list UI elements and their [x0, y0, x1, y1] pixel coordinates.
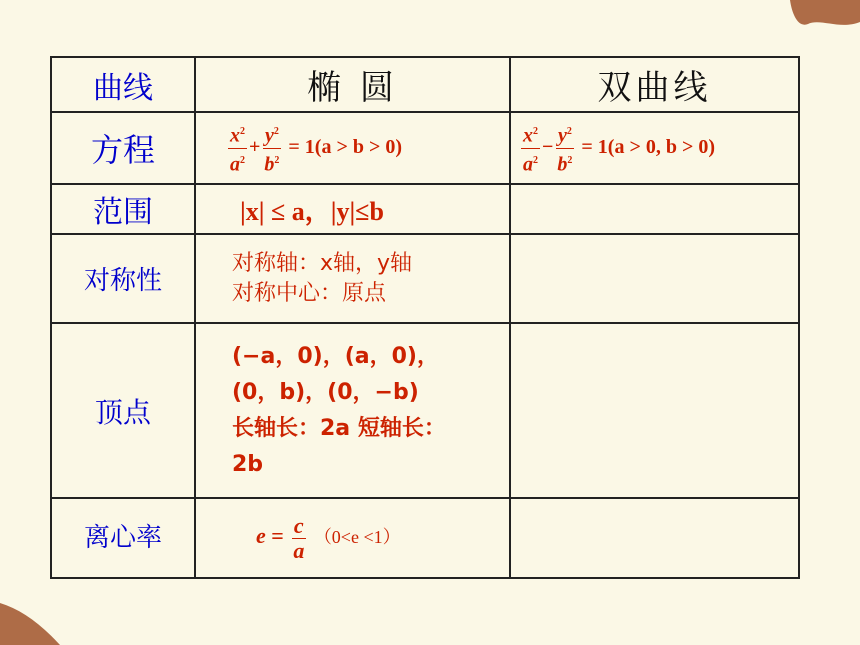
row-label-vertex: 顶点	[51, 323, 195, 498]
hyperbola-eccentricity	[510, 498, 799, 578]
hyperbola-symmetry	[510, 234, 799, 323]
ellipse-range: |x| ≤ a，|y|≤b	[195, 184, 510, 234]
table-row	[51, 234, 799, 323]
table-row	[51, 323, 799, 498]
ellipse-equation-condition: = 1(a > b > 0)	[288, 135, 403, 158]
comparison-table	[50, 56, 800, 579]
corner-decoration-bottom-left	[0, 595, 70, 645]
row-label-symmetry: 对称性	[51, 234, 195, 323]
ellipse-equation: $\frac{x^2}{a^2}$ + $\frac{y^2}{b^2}$ = 1(a > b > 0)	[195, 112, 510, 184]
table-row	[51, 498, 799, 578]
ellipse-symmetry: 对称轴：x轴，y轴 对称中心：原点	[195, 234, 510, 323]
header-ellipse: 椭 圆	[195, 57, 510, 112]
corner-decoration-top-right	[770, 0, 860, 40]
ellipse-vertex: (−a，0)，(a，0)， (0，b)，(0，−b) 长轴长：2a 短轴长： 2b	[195, 323, 510, 498]
row-label-eccentricity: 离心率	[51, 498, 195, 578]
table-row	[51, 57, 799, 112]
row-label-equation: 方程	[51, 112, 195, 184]
table-row	[51, 184, 799, 234]
header-hyperbola: 双曲线	[510, 57, 799, 112]
eccentricity-condition: （0<e <1）	[313, 527, 401, 548]
row-label-range: 范围	[51, 184, 195, 234]
ellipse-eccentricity: e = $\frac{c}{a}$ （0<e <1）	[195, 498, 510, 578]
hyperbola-equation-condition: = 1(a > 0, b > 0)	[581, 135, 716, 158]
table-row	[51, 112, 799, 184]
hyperbola-range	[510, 184, 799, 234]
hyperbola-equation: $\frac{x^2}{a^2}$ − $\frac{y^2}{b^2}$ = 1(a > 0, b > 0)	[510, 112, 799, 184]
header-curve-label: 曲线	[51, 57, 195, 112]
hyperbola-vertex	[510, 323, 799, 498]
